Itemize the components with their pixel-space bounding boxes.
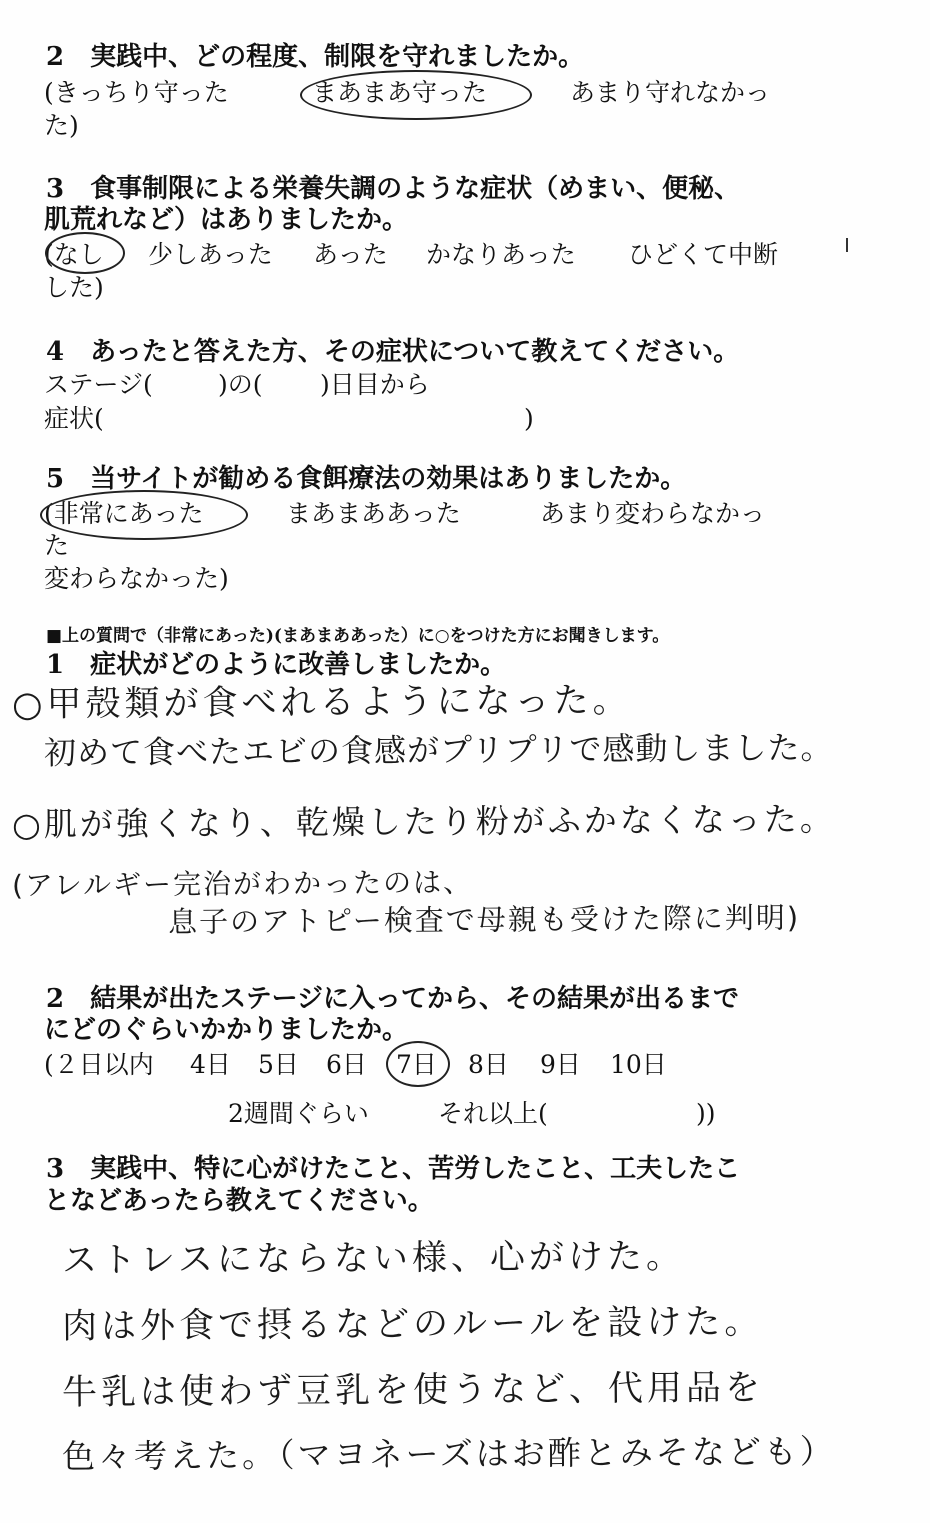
question-3-title-line1: 3 食事制限による栄養失調のような症状（めまい、便秘、 [46,174,741,204]
q2-option-strict: (きっちり守った [44,78,229,107]
q3-option-considerable: かなりあった [426,240,576,269]
handwritten-answer-line: 肉は外食で摂るなどのルールを設けた。 [61,1302,764,1347]
q2b-option-more-suffix: )) [696,1099,716,1128]
q3-option-yes: あった [313,240,388,269]
q3-option-stopped-cont: した) [44,273,104,302]
q2-option-moderate: まあまあ守った [312,78,488,107]
selection-circle [40,490,248,540]
handwritten-answer-line: 息子のアトピー検査で母親も受けた際に判明) [167,900,801,939]
q4-stage-mid: )の( [218,370,263,399]
handwritten-answer-line: 初めて食べたエビの食感がプリプリで感動しました。 [43,728,834,772]
q2-option-not-much: あまり守れなかっ [570,78,771,107]
selection-circle [300,70,532,120]
followup-question-3-title-line2: となどあったら教えてください。 [44,1186,434,1216]
handwritten-answer-line: ○肌が強くなり、乾燥したり粉がふかなくなった。 [11,799,836,844]
q2b-option-within-2-days: (２日以内 [44,1050,154,1079]
q2b-option-9-days: 9日 [540,1050,581,1079]
q5-option-not-much: あまり変わらなかっ [540,499,766,528]
q2b-option-6-days: 6日 [326,1050,367,1079]
q5-option-very: (非常にあった [44,499,204,528]
handwritten-answer-line: ストレスにならない様、心がけた。 [61,1236,686,1281]
q5-option-not-much-cont: た [44,531,70,560]
q2-option-not-much-cont: た) [44,111,79,140]
q4-symptom-prefix: 症状( [44,404,104,433]
handwritten-answer-line: 牛乳は使わず豆乳を使うなど、代用品を [61,1368,765,1413]
q4-stage-suffix: )日目から [320,370,430,399]
q3-option-none: (なし [44,240,104,269]
q2b-option-7-days: 7日 [396,1050,437,1079]
question-3-title-line2: 肌荒れなど）はありましたか。 [44,205,409,235]
q2b-option-8-days: 8日 [468,1050,509,1079]
q5-option-moderate: まあまああった [286,499,461,528]
followup-question-1-title: 1 症状がどのように改善しましたか。 [46,650,507,680]
q4-symptom-suffix: ) [524,404,534,433]
q2b-option-more-prefix: それ以上( [438,1099,548,1128]
q5-option-no-change: 変わらなかった) [44,564,229,593]
q2b-option-10-days: 10日 [610,1050,667,1079]
question-2-title: 2 実践中、どの程度、制限を守れましたか。 [46,42,585,72]
q2b-option-2-weeks: 2週間ぐらい [228,1099,369,1128]
handwritten-answer-line: 色々考えた。（マヨネーズはお酢とみそなども） [61,1431,836,1476]
followup-notice: ■上の質問で（非常にあった)(まあまああった）に○をつけた方にお聞きします。 [46,626,670,646]
handwritten-answer-line: (アレルギー完治がわかったのは、 [11,865,474,902]
followup-question-3-title-line1: 3 実践中、特に心がけたこと、苦労したこと、工夫したこ [46,1154,741,1184]
selection-circle [386,1041,450,1087]
q4-stage-prefix: ステージ( [44,370,153,399]
selection-circle [45,232,125,274]
question-4-title: 4 あったと答えた方、その症状について教えてください。 [46,337,740,367]
q3-option-stopped: ひどくて中断 [628,240,779,269]
q3-option-little: 少しあった [148,240,273,269]
q2b-option-5-days: 5日 [258,1050,299,1079]
q2b-option-4-days: 4日 [190,1050,231,1079]
stray-mark [846,238,848,252]
followup-question-2-title-line1: 2 結果が出たステージに入ってから、その結果が出るまで [46,984,740,1014]
handwritten-answer-line: ○甲殻類が食べれるようになった。 [11,680,632,725]
question-5-title: 5 当サイトが勧める食餌療法の効果はありましたか。 [46,464,687,494]
followup-question-2-title-line2: にどのぐらいかかりましたか。 [44,1015,409,1045]
